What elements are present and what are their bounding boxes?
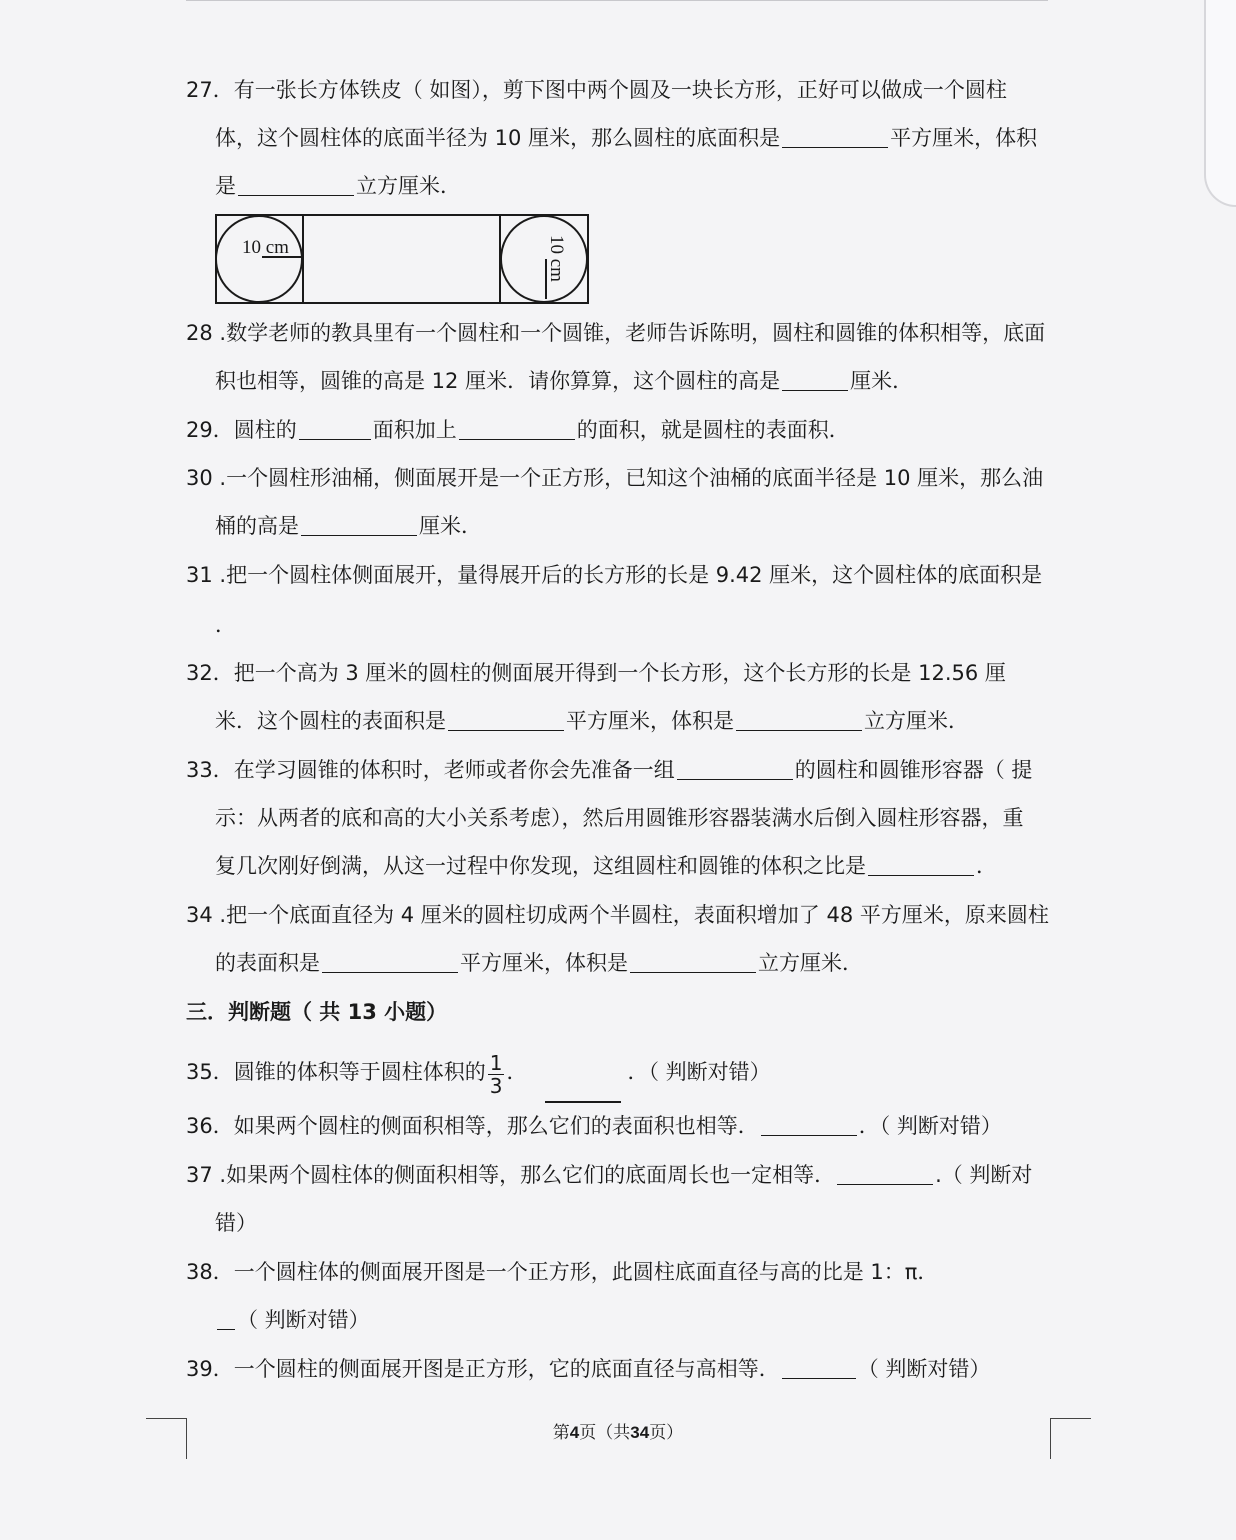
q32-text-2a: 米．这个圆柱的表面积是 [215,709,446,733]
q33-line1 [186,755,1056,785]
footer-total-pages: 34 [630,1423,650,1442]
q29-answer-blank-1[interactable] [299,417,371,440]
q28-text-2a: 积也相等，圆锥的高是 12 厘米．请你算算，这个圆柱的高是 [215,369,781,393]
q37-text-b: .（ 判断对 [935,1163,1033,1187]
q32-answer-blank-volume[interactable] [736,708,862,731]
q31-line2 [215,610,1085,640]
q35-fraction [488,1052,505,1097]
q34-text-2b: 平方厘米，体积是 [460,951,628,975]
q28-text: 28 .数学老师的教具里有一个圆柱和一个圆锥，老师告诉陈明，圆柱和圆锥的体积相等，底面 [186,321,1046,345]
q39-answer-blank[interactable] [782,1356,856,1379]
q34-line2 [215,948,1085,978]
q29-line [186,415,1056,445]
q36-line [186,1111,1056,1141]
q36-text-a: 36．如果两个圆柱的侧面积相等，那么它们的表面积也相等． [186,1114,759,1138]
q30-line2 [215,511,1085,541]
q30-answer-blank[interactable] [301,513,417,536]
q35-line [186,1052,1056,1097]
fraction-numerator: 1 [489,1051,503,1075]
q27-text: 27．有一张长方体铁皮（ 如图），剪下图中两个圆及一块长方形，正好可以做成一个圆柱 [186,78,1007,102]
q38-text: 38．一个圆柱体的侧面展开图是一个正方形，此圆柱底面直径与高的比是 1：π． [186,1260,939,1284]
q29-answer-blank-2[interactable] [459,417,575,440]
q34-answer-blank-volume[interactable] [630,950,756,973]
q34-text: 34 .把一个底面直径为 4 厘米的圆柱切成两个半圆柱，表面积增加了 48 平方厘米，原来圆柱 [186,903,1049,927]
q37-line2 [215,1208,1085,1238]
q29-text-a: 29．圆柱的 [186,418,297,442]
q27-answer-blank-volume[interactable] [238,173,354,196]
q30-text: 30 .一个圆柱形油桶，侧面展开是一个正方形，已知这个油桶的底面半径是 10 厘米，那么油 [186,466,1044,490]
q36-text-b: ．（ 判断对错） [858,1114,1002,1138]
q34-answer-blank-area[interactable] [322,950,458,973]
sheet-outline [216,215,588,303]
q39-text-a: 39．一个圆柱的侧面展开图是正方形，它的底面直径与高相等． [186,1357,780,1381]
q37-answer-blank[interactable] [837,1162,933,1185]
top-rule [186,0,1048,1]
q29-text-c: 的面积，就是圆柱的表面积． [576,418,850,442]
q39-line [186,1354,1056,1384]
q27-figure-sheet [214,213,590,305]
q27-answer-blank-area[interactable] [782,125,888,148]
q38-text-2: （ 判断对错） [237,1308,370,1332]
q32-text-2c: 立方厘米． [864,709,969,733]
q33-text-3b: ． [976,854,997,878]
q28-answer-blank[interactable] [782,368,848,391]
q33-answer-blank-1[interactable] [677,757,793,780]
q29-text-b: 面积加上 [372,418,457,442]
left-radius-label: 10 cm [242,237,289,258]
q32-line2 [215,706,1085,736]
q33-line3 [215,851,1085,881]
q32-line1 [186,658,1056,688]
q33-text-1a: 33．在学习圆锥的体积时，老师或者你会先准备一组 [186,758,675,782]
q27-text-2a: 体，这个圆柱体的底面半径为 10 厘米，那么圆柱的底面积是 [215,126,781,150]
footer-pre: 第 [552,1423,570,1443]
q27-line1 [186,75,1056,105]
q37-line1 [186,1160,1056,1190]
page-footer [0,1418,1236,1443]
q36-answer-blank[interactable] [761,1113,857,1136]
q31-text-2: ． [215,613,236,637]
right-circle [501,216,587,302]
q28-line2 [215,366,1085,396]
q38-answer-blank[interactable] [217,1307,235,1330]
q30-text-2a: 桶的高是 [215,514,299,538]
q34-line1 [186,900,1056,930]
q27-text-2b: 平方厘米，体积 [890,126,1038,150]
q34-text-2c: 立方厘米． [758,951,863,975]
q33-text-1b: 的圆柱和圆锥形容器（ 提 [794,758,1033,782]
q28-text-2b: 厘米． [850,369,914,393]
q27-text-3b: 立方厘米． [356,174,461,198]
q33-line2 [215,803,1085,833]
q33-text-3a: 复几次刚好倒满，从这一过程中你发现，这组圆柱和圆锥的体积之比是 [215,854,866,878]
q38-line2 [215,1305,1085,1335]
q35-text-a: 35．圆锥的体积等于圆柱体积的 [186,1060,486,1084]
right-radius-label: 10 cm [546,235,567,282]
left-circle [216,216,302,302]
q33-text-2: 示：从两者的底和高的大小关系考虑），然后用圆锥形容器装满水后倒入圆柱形容器，重 [215,806,1024,830]
q32-text-2b: 平方厘米，体积是 [566,709,734,733]
q32-answer-blank-area[interactable] [448,708,564,731]
q27-line2 [215,123,1085,153]
footer-page-number: 4 [569,1423,580,1442]
q39-text-b: （ 判断对错） [857,1357,991,1381]
q37-text-2: 错） [215,1211,257,1235]
page-edge-curl [1204,0,1236,207]
q35-text-c: ．（ 判断对错） [627,1060,771,1084]
q37-text-a: 37 .如果两个圆柱体的侧面积相等，那么它们的底面周长也一定相等． [186,1163,836,1187]
footer-mid: 页（共 [579,1423,631,1443]
q28-line1 [186,318,1056,348]
q35-answer-blank[interactable] [545,1101,621,1103]
q31-line1 [186,560,1056,590]
footer-post: 页） [649,1423,684,1443]
section-3-heading [186,997,1056,1027]
q27-text-3a: 是 [215,174,236,198]
q33-answer-blank-2[interactable] [868,853,974,876]
fraction-denominator: 3 [489,1074,503,1098]
q27-line3 [215,171,1085,201]
q30-line1 [186,463,1056,493]
section-3-title: 三．判断题（ 共 13 小题） [186,1000,448,1024]
q30-text-2b: 厘米． [419,514,482,538]
q32-text: 32．把一个高为 3 厘米的圆柱的侧面展开得到一个长方形，这个长方形的长是 12.56 厘 [186,661,1006,685]
q38-line1 [186,1257,1056,1287]
q34-text-2a: 的表面积是 [215,951,320,975]
q31-text: 31 .把一个圆柱体侧面展开，量得展开后的长方形的长是 9.42 厘米，这个圆柱体的底面积是 [186,563,1043,587]
q35-text-b: ． [506,1060,528,1084]
